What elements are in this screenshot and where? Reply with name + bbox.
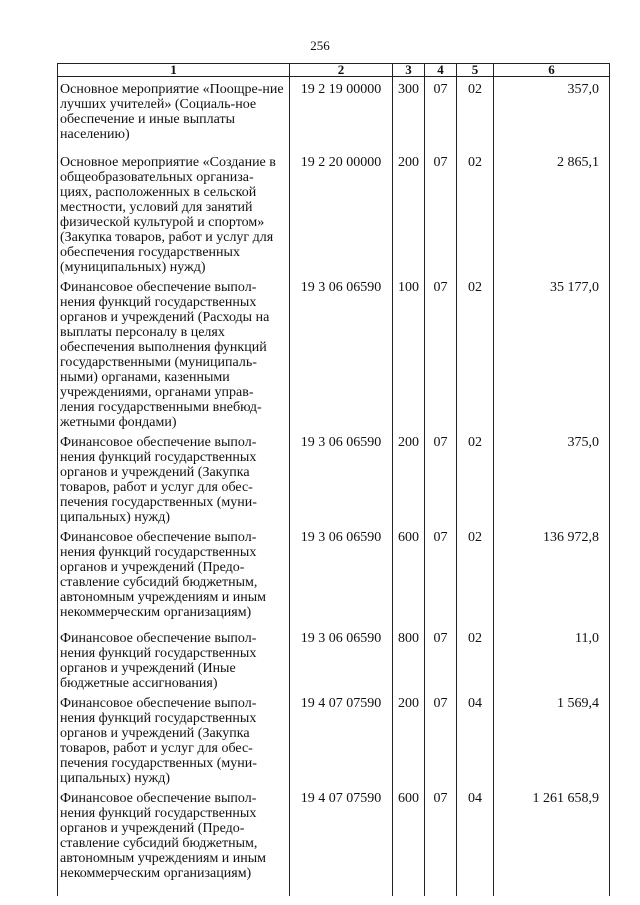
page-number: 256 (310, 38, 330, 53)
column-header-1: 1 (58, 64, 290, 77)
amount: 1 261 658,9 (494, 786, 610, 896)
target-code: 19 3 06 06590 (290, 626, 393, 691)
column-header-6: 6 (494, 64, 610, 77)
expense-name: Основное мероприятие «Поощре-ние лучших учителей» (Социаль-ное обеспечение и иные выплаты населению) (58, 77, 290, 151)
expense-name: Финансовое обеспечение выпол-нения функций государственных органов и учреждений (Закупка товаров, работ и услуг для обес-печения государственных (муни-ципальных) нужд) (58, 430, 290, 525)
amount: 2 865,1 (494, 150, 610, 275)
table-row (58, 430, 610, 525)
target-code: 19 2 19 00000 (290, 77, 393, 151)
subsection-code: 02 (457, 430, 494, 525)
amount: 136 972,8 (494, 525, 610, 626)
target-code: 19 2 20 00000 (290, 150, 393, 275)
section-code: 07 (425, 275, 457, 430)
expense-type-code: 100 (393, 275, 425, 430)
table-row (58, 525, 610, 626)
expense-type-code: 600 (393, 786, 425, 896)
table-row (58, 626, 610, 691)
table-row (58, 150, 610, 275)
target-code: 19 3 06 06590 (290, 430, 393, 525)
expense-name: Основное мероприятие «Создание в общеобразовательных организа-циях, расположенных в сельской местности, условий для занятий физической культурой и спортом» (Закупка товаров, работ и услуг для обеспечения государственных (муниципальных) нужд) (58, 150, 290, 275)
column-header-5: 5 (457, 64, 494, 77)
section-code: 07 (425, 626, 457, 691)
table-row (58, 786, 610, 896)
expense-name: Финансовое обеспечение выпол-нения функций государственных органов и учреждений (Предо-ставление субсидий бюджетным, автономным учреждениям и иным некоммерческим организациям) (58, 525, 290, 626)
section-code: 07 (425, 786, 457, 896)
table-row (58, 691, 610, 786)
column-header-3: 3 (393, 64, 425, 77)
expense-type-code: 800 (393, 626, 425, 691)
expense-type-code: 200 (393, 150, 425, 275)
amount: 375,0 (494, 430, 610, 525)
column-header-4: 4 (425, 64, 457, 77)
amount: 35 177,0 (494, 275, 610, 430)
section-code: 07 (425, 77, 457, 151)
table-row (58, 275, 610, 430)
expense-name: Финансовое обеспечение выпол-нения функций государственных органов и учреждений (Иные бюджетные ассигнования) (58, 626, 290, 691)
expense-type-code: 300 (393, 77, 425, 151)
target-code: 19 3 06 06590 (290, 275, 393, 430)
section-code: 07 (425, 430, 457, 525)
subsection-code: 02 (457, 626, 494, 691)
expense-type-code: 200 (393, 430, 425, 525)
expense-type-code: 600 (393, 525, 425, 626)
section-code: 07 (425, 691, 457, 786)
section-code: 07 (425, 525, 457, 626)
subsection-code: 02 (457, 150, 494, 275)
target-code: 19 3 06 06590 (290, 525, 393, 626)
subsection-code: 02 (457, 77, 494, 151)
amount: 357,0 (494, 77, 610, 151)
header-row (58, 64, 610, 77)
amount: 1 569,4 (494, 691, 610, 786)
amount: 11,0 (494, 626, 610, 691)
target-code: 19 4 07 07590 (290, 691, 393, 786)
subsection-code: 02 (457, 525, 494, 626)
table-row (58, 77, 610, 151)
target-code: 19 4 07 07590 (290, 786, 393, 896)
expense-name: Финансовое обеспечение выпол-нения функций государственных органов и учреждений (Закупка товаров, работ и услуг для обес-печения государственных (муни-ципальных) нужд) (58, 691, 290, 786)
budget-table (57, 63, 610, 896)
expense-type-code: 200 (393, 691, 425, 786)
section-code: 07 (425, 150, 457, 275)
expense-name: Финансовое обеспечение выпол-нения функций государственных органов и учреждений (Предо-ставление субсидий бюджетным, автономным учреждениям и иным некоммерческим организациям) (58, 786, 290, 896)
column-header-2: 2 (290, 64, 393, 77)
subsection-code: 04 (457, 691, 494, 786)
expense-name: Финансовое обеспечение выпол-нения функций государственных органов и учреждений (Расходы на выплаты персоналу в целях обеспечения выполнения функций государственными (муниципаль-ными) органами, казенными учреждениями, органами управ-ления государственными внебюд-жетными фондами) (58, 275, 290, 430)
subsection-code: 04 (457, 786, 494, 896)
subsection-code: 02 (457, 275, 494, 430)
